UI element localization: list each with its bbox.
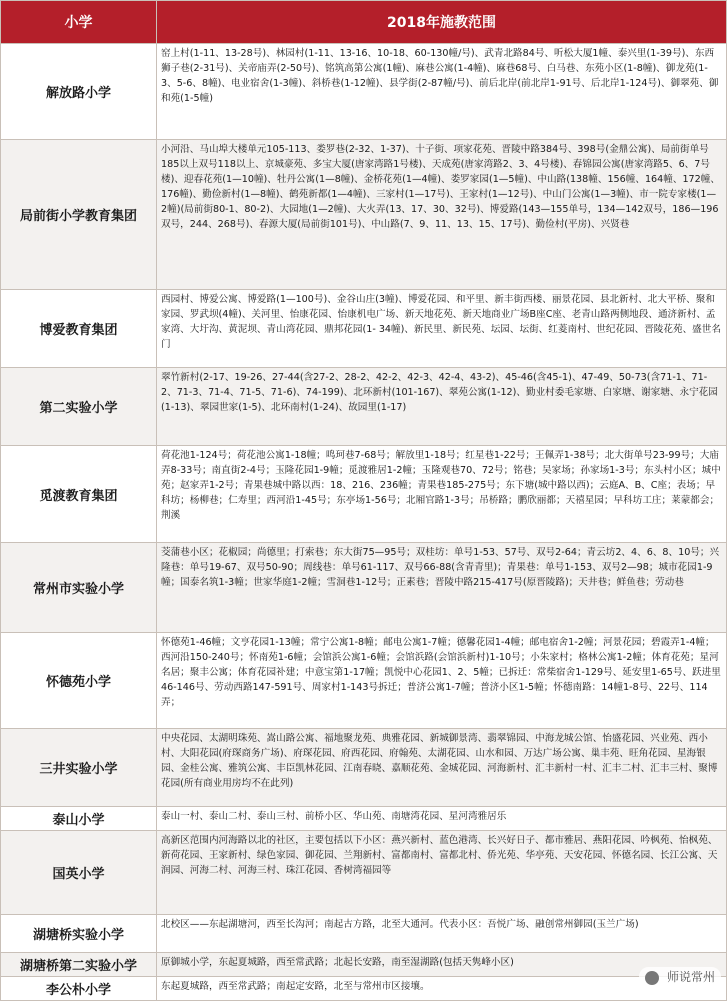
table-row bbox=[1, 807, 727, 831]
school-name: 三井实验小学 bbox=[1, 729, 157, 807]
table-row bbox=[1, 290, 727, 368]
school-name: 觅渡教育集团 bbox=[1, 446, 157, 543]
school-name: 湖塘桥第二实验小学 bbox=[1, 953, 157, 977]
table-row bbox=[1, 140, 727, 290]
school-name: 博爱教育集团 bbox=[1, 290, 157, 368]
column-header-area: 2018年施教范围 bbox=[157, 1, 727, 44]
enrollment-area: 泰山一村、泰山二村、泰山三村、前桥小区、华山苑、南塘湾花园、星河湾雅居乐 bbox=[157, 807, 727, 831]
header-row bbox=[1, 1, 727, 44]
school-name: 怀德苑小学 bbox=[1, 633, 157, 729]
school-name: 局前街小学教育集团 bbox=[1, 140, 157, 290]
enrollment-area: 翠竹新村(2-17、19-26、27-44(含27-2、28-2、42-2、42-3、42-4、43-2)、45-46(含45-1)、47-49、50-73(含71-1、71-2、71-3、71-4、71-5、71-6)、74-199)、北环新村(101-167)、翠苑公寓(1-12)、勤业村委毛家塘、白家塘、谢家塘、永宁花园(1-13)、翠园世家(1-5)、北环南村(1-24)、故园里(1-17) bbox=[157, 368, 727, 446]
enrollment-area: 高新区范围内河海路以北的社区，主要包括以下小区：燕兴新村、蓝色港湾、长兴好日子、都市雅居、燕阳花园、吟枫苑、怡枫苑、新荷花园、王家新村、绿色家园、御花园、兰翔新村、富都南村、富都北村、侨光苑、华亭苑、天安花园、怀德名园、长江公寓、天润园、河海二村、河海三村、珠江花园、香树湾福园等 bbox=[157, 831, 727, 915]
watermark bbox=[639, 967, 721, 986]
enrollment-area: 小河沿、马山埠大楼单元105-113、娄罗巷(2-32、1-37)、十子街、项家花苑、晋陵中路384号、398号(金鼎公寓)、局前街单号185以上双号118以上、京城豪苑、多宝大厦(唐家湾路1号楼)、天成苑(唐家湾路2、3、4号楼)、春锦园公寓(唐家湾路5、6、7号楼)、迎春花苑(1—10幢)、牡丹公寓(1—8幢)、金桥花苑(1—4幢)、娄罗家园(1—5幢)、中山路(138幢、156幢、164幢、172幢、176幢)、勤俭新村(1—8幢)、鹤苑新都(1—4幢)、三家村(1—17号)、王家村(1—12号)、中山门公寓(1—3幢)、市一院专家楼(1—2幢)(局前街80-1、80-2)、大园地(1—2幢)、大火弄(13、17、30、32号)、博爱路(143—155单号，134—142双号，186—196双号，244、268号)、春源大厦(局前街101号)、中山路(7、9、11、13、15、17号)、勤俭村(平房)、兴贤巷 bbox=[157, 140, 727, 290]
school-name: 常州市实验小学 bbox=[1, 543, 157, 633]
table-row bbox=[1, 729, 727, 807]
table-row bbox=[1, 953, 727, 977]
enrollment-area: 西园村、博爱公寓、博爱路(1—100号)、金谷山庄(3幢)、博爱花园、和平里、新丰街西楼、丽景花园、县北新村、北大平桥、聚和家园、罗武坝(4幢)、关河里、怡康花园、怡康机电广场、新天地花苑、新天地商业广场B座C座、老青山路两侧地段、通济新村、孟家湾、大圩沟、黄泥坝、青山湾花园、鼎邦花园(1- 34幢)、新民里、新民苑、坛园、坛街、红菱南村、世纪花园、晋陵花苑、盛世名门 bbox=[157, 290, 727, 368]
enrollment-area: 北校区——东起湖塘河，西至长沟河；南起古方路，北至大通河。代表小区：吾悦广场、融创常州御园(玉兰广场) bbox=[157, 915, 727, 953]
column-header-school: 小学 bbox=[1, 1, 157, 44]
table-row bbox=[1, 977, 727, 1001]
school-name: 李公朴小学 bbox=[1, 977, 157, 1001]
enrollment-area: 荷花池1-124号；荷花池公寓1-18幢；鸣珂巷7-68号；解放里1-18号；红星巷1-22号；王佩弄1-38号；北大街单号23-99号；大庙弄8-33号；南直街2-4号；玉隆花园1-9幢；觅渡雅居1-2幢；玉隆观巷70、72号；铭巷；吴家场；孙家场1-3号；东头村小区；城中苑；赵家弄1-2号；青果巷城中路以西：18、216、236幢；青果巷185-275号；东下塘(城中路以西)；云庭A、B、C座；表场；早科坊；杨柳巷；仁寿里；西河沿1-45号；东亭场1-56号；北厢官路1-3号；吊桥路；鹏欣丽都；天禧星园；早科坊工庄；莱蒙都会；荆溪 bbox=[157, 446, 727, 543]
enrollment-area: 窑上村(1-11、13-28号)、林园村(1-11、13-16、10-18、60-130幢/号)、武青北路84号、听松大厦1幢、泰兴里(1-39号)、东西狮子巷(2-31号)、关帝庙弄(2-50号)、铭筑高第公寓(1幢)、麻巷公寓(1-4幢)、麻巷68号、白马巷、东苑小区(1-8幢)、御龙苑(1-3、5-6、8幢)、电业宿舍(1-3幢)、斜桥巷(1-12幢)、县学街(2-87幢/号)、前后北岸(前北岸1-91号、后北岸1-124号)、御翠苑、御和苑(1-5幢) bbox=[157, 44, 727, 140]
table-row bbox=[1, 543, 727, 633]
enrollment-area: 怀德苑1-46幢；文亨花园1-13幢；常宁公寓1-8幢；邮电公寓1-7幢；德馨花园1-4幢；邮电宿舍1-2幢；河景花园；碧霞弄1-4幢；西河沿150-240号；怀南苑1-6幢；会馆浜公寓1-6幢；会馆浜路(会馆浜新村)1-10号；小朱家村；格林公寓1-2幢；体育花苑；星河名居；聚丰公寓；体育花园补建；中意宝第1-17幢；凯悦中心花园1、2、5幢；已拆迁：常柴宿舍1-129号、延安里1-65号、跃进里46-146号、劳动西路147-591号、周家村1-143号拆迁；普济公寓1-7幢；普济小区1-5幢；怀德南路：14幢1-8号、22号、114弄； bbox=[157, 633, 727, 729]
enrollment-area: 茭蒲巷小区；花椒园；尚德里；打索巷；东大街75—95号；双桂坊：单号1-53、57号、双号2-64；青云坊2、4、6、8、10号；兴隆巷：单号19-67、双号50-90；周线巷：单号61-117、双号66-88(含青青里)；青果巷：单号1-153、双号2—98；城市花园1-9幢；国泰名筑1-3幢；世家华庭1-2幢；雪洞巷1-12号；正素巷；晋陵中路215-417号(原晋陵路)；天井巷；鲜鱼巷；劳动巷 bbox=[157, 543, 727, 633]
watermark-text: 师说常州 bbox=[667, 970, 715, 984]
enrollment-area: 中央花园、太湖明珠苑、嵩山路公寓、福地聚龙苑、典雅花园、新城御景湾、翡翠锦园、中海龙城公馆、怡盛花园、兴业苑、西小村、大阳花园(府琛商务广场)、府琛花园、府西花园、府翰苑、太湖花园、山水和园、万达广场公寓、巢丰苑、旺角花园、星海银园、金桂公寓、雅筑公寓、丰臣凯林花园、江南春晓、嘉顺花苑、金城花园、河海新村、汇丰新村一村、汇丰二村、汇丰三村、聚博花园(所有商业用房均不在此列) bbox=[157, 729, 727, 807]
school-name: 湖塘桥实验小学 bbox=[1, 915, 157, 953]
table-row bbox=[1, 915, 727, 953]
table-row bbox=[1, 446, 727, 543]
table-row bbox=[1, 44, 727, 140]
table-row bbox=[1, 831, 727, 915]
school-name: 国英小学 bbox=[1, 831, 157, 915]
school-name: 第二实验小学 bbox=[1, 368, 157, 446]
table-row bbox=[1, 368, 727, 446]
school-name: 泰山小学 bbox=[1, 807, 157, 831]
table-row bbox=[1, 633, 727, 729]
enrollment-area: 原御城小学，东起夏城路，西至常武路；北起长安路，南至湿湖路(包括天隽峰小区) bbox=[157, 953, 727, 977]
account-logo-icon bbox=[645, 971, 659, 985]
school-name: 解放路小学 bbox=[1, 44, 157, 140]
enrollment-area: 东起夏城路，西至常武路；南起定安路，北至与常州市区接壤。 bbox=[157, 977, 727, 1001]
